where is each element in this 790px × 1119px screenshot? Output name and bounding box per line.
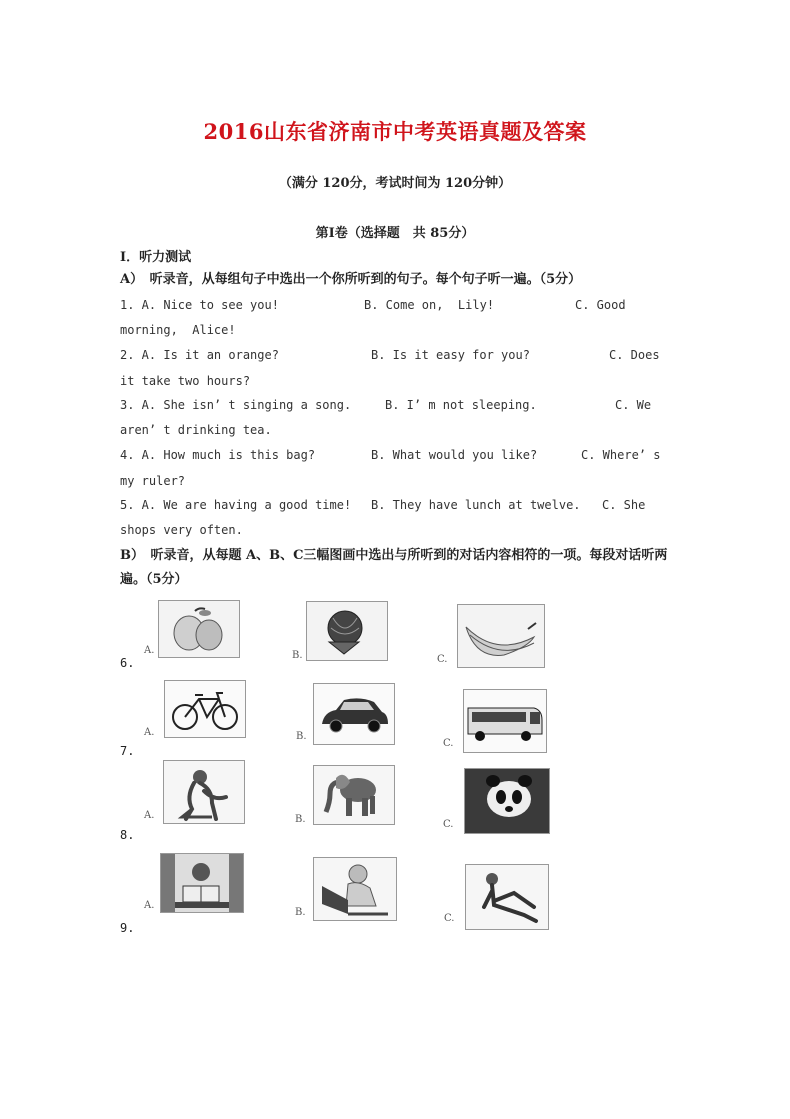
option-b: B. What would you like? [371,448,538,462]
picture-label: C. [444,913,455,924]
section-a-instruction: A） 听录音，从每组句子中选出一个你所听到的句子。每个句子听一遍。（5分） [120,272,582,287]
picture-label: C. [443,819,454,830]
option-c-cont: morning, Alice! [120,323,236,337]
section-b-instruction: B） 听录音，从每题 A、B、C三幅图画中选出与所听到的对话内容相符的一项。每段对话听两遍。（5分） [120,548,668,587]
bicycle-icon [164,680,246,738]
option-b: B. I’ m not sleeping. [385,398,537,412]
picture-label: C. [443,738,454,749]
option-a: 5. A. We are having a good time! [120,498,352,512]
picture-label: C. [437,654,448,665]
page-title: 2016山东省济南市中考英语真题及答案 [203,119,587,144]
bus-icon [463,689,547,753]
picture-label: A. [144,645,155,656]
part-heading: 第Ⅰ卷（选择题 共 85分） [315,226,475,241]
section-heading: Ⅰ．听力测试 [120,250,192,265]
picture-label: A. [144,727,155,738]
option-c: C. Where’ s [581,448,661,462]
picture-label: A. [144,900,155,911]
option-c: C. Good [575,298,626,312]
option-a: 1. A. Nice to see you! [120,298,279,312]
option-c-cont: my ruler? [120,474,186,488]
sitting-woman-icon [465,864,549,930]
option-c-cont: shops very often. [120,523,243,537]
picture-label: B. [296,731,307,742]
option-b: B. They have lunch at twelve. [371,498,581,512]
question-number: 9. [120,921,135,935]
option-c-cont: it take two hours? [120,374,251,388]
car-icon [313,683,395,745]
picture-label: B. [295,814,306,825]
picture-label: B. [295,907,306,918]
picture-label: B. [292,650,303,661]
panda-icon [464,768,550,834]
option-b: B. Come on, Lily! [364,298,495,312]
option-a: 3. A. She isn’ t singing a song. [120,398,352,412]
option-a: 2. A. Is it an orange? [120,348,279,362]
question-number: 6. [120,656,135,670]
question-number: 7. [120,744,135,758]
option-c: C. Does [609,348,660,362]
banana-icon [457,604,545,668]
option-c: C. We [615,398,652,412]
elephant-icon [313,765,395,825]
reading-girl-icon [160,853,244,913]
watermelon-icon [306,601,388,661]
pear-icon [158,600,240,658]
exam-info: （满分 120分，考试时间为 120分钟） [278,176,512,191]
question-number: 8. [120,828,135,842]
laptop-woman-icon [313,857,397,921]
option-b: B. Is it easy for you? [371,348,530,362]
monkey-icon [163,760,245,824]
option-a: 4. A. How much is this bag? [120,448,316,462]
option-c-cont: aren’ t drinking tea. [120,423,272,437]
picture-label: A. [144,810,155,821]
option-c: C. She [602,498,646,512]
